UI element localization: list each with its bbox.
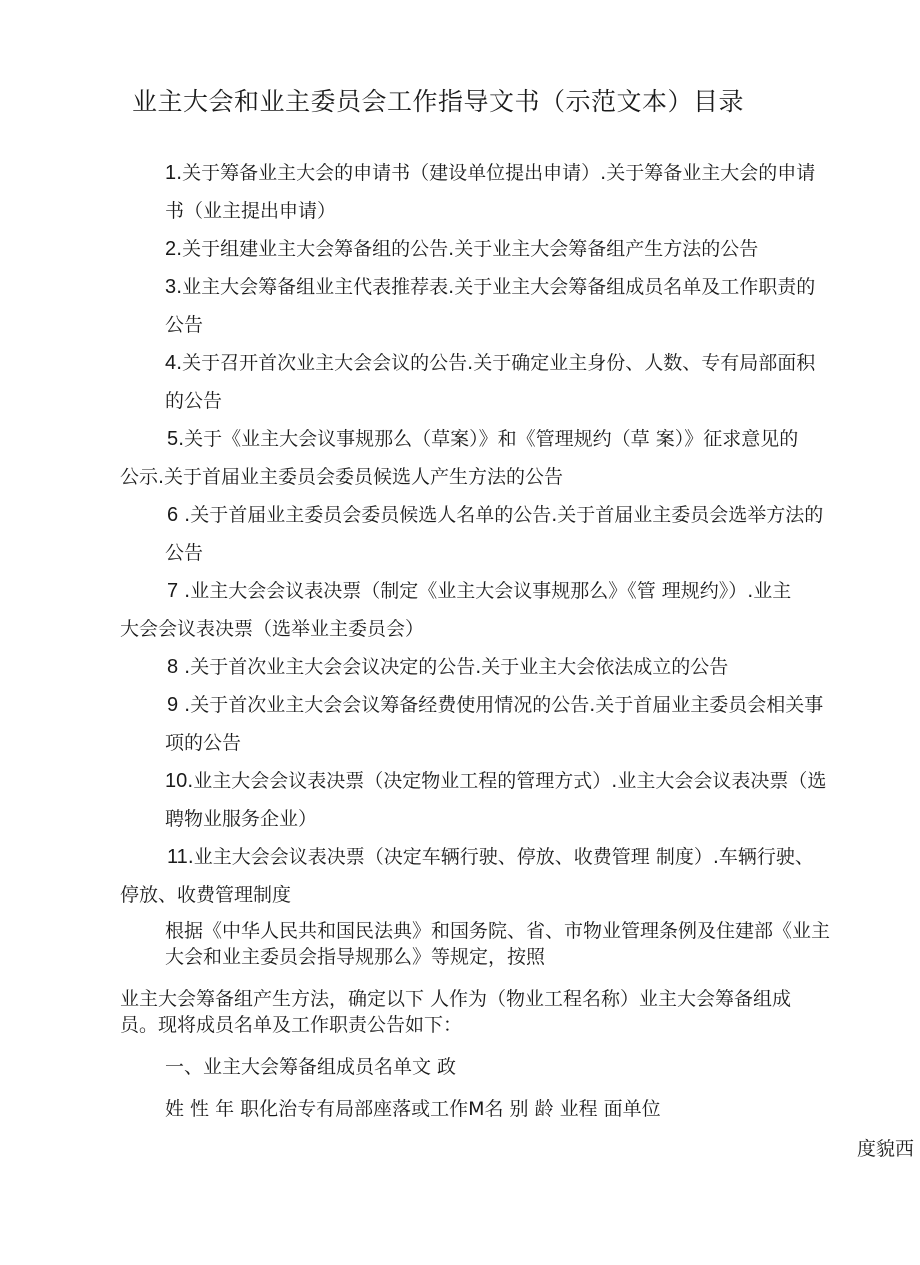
toc-line <box>167 844 814 870</box>
toc-line <box>165 388 222 414</box>
toc-text: .关于筹备业主大会的申请书（建设单位提出申请）.关于筹备业主大会的申请 <box>176 162 816 184</box>
toc-line <box>120 882 291 908</box>
toc-number: 8 <box>167 656 179 678</box>
toc-text: .关于首届业主委员会委员候选人名单的公告.关于首届业主委员会选举方法的 <box>178 504 824 526</box>
toc-number: 2 <box>165 238 177 260</box>
toc-text: .业主大会会议表决票（决定物业工程的管理方式）.业主大会会议表决票（选 <box>187 770 827 792</box>
toc-line <box>165 160 815 186</box>
toc-text: .业主大会筹备组业主代表推荐表.关于业主大会筹备组成员名单及工作职责的 <box>176 276 816 298</box>
toc-number: 6 <box>167 504 179 526</box>
toc-line <box>167 502 823 528</box>
toc-line <box>165 768 826 794</box>
body-text: 大会和业主委员会指导规那么》等规定，按照 <box>165 946 546 968</box>
body-text: 根据《中华人民共和国民法典》和国务院、省、市物业管理条例及住建部《业主 <box>165 920 831 942</box>
toc-number: 9 <box>167 694 179 716</box>
toc-line <box>165 730 241 756</box>
toc-text: .关于召开首次业主大会会议的公告.关于确定业主身份、人数、专有局部面积 <box>176 352 816 374</box>
toc-number: 10 <box>165 770 188 792</box>
toc-text: 公告 <box>165 314 204 336</box>
toc-line <box>165 540 203 566</box>
toc-text: 停放、收费管理制度 <box>120 884 292 906</box>
body-line <box>120 1012 462 1038</box>
table-header-text: 姓 性 年 职化治专有局部座落或工作M名 别 龄 业程 面单位 <box>165 1098 661 1120</box>
toc-text: 项的公告 <box>165 732 242 754</box>
body-line <box>165 944 545 970</box>
toc-text: 书（业主提出申请） <box>165 200 337 222</box>
toc-text: .业主大会会议表决票（决定车辆行驶、停放、收费管理 制度）.车辆行驶、 <box>187 846 814 868</box>
toc-line <box>165 198 336 224</box>
body-line <box>120 986 791 1012</box>
toc-text: 聘物业服务企业） <box>165 808 318 830</box>
toc-line <box>165 806 317 832</box>
toc-line <box>167 426 798 452</box>
toc-line <box>165 274 815 300</box>
body-text: 业主大会筹备组产生方法，确定以下 人作为（物业工程名称）业主大会筹备组成 <box>120 988 792 1010</box>
toc-line <box>165 236 758 262</box>
toc-line <box>165 350 815 376</box>
toc-text: .关于组建业主大会筹备组的公告.关于业主大会筹备组产生方法的公告 <box>176 238 759 260</box>
table-header-row <box>165 1096 661 1122</box>
toc-line <box>120 464 563 490</box>
section-heading <box>165 1054 456 1080</box>
toc-number: 5 <box>167 428 179 450</box>
toc-text: .关于《业主大会议事规那么（草案）》和《管理规约（草 案）》征求意见的 <box>178 428 799 450</box>
toc-text: .业主大会会议表决票（制定《业主大会议事规那么》《管 理规约》）.业主 <box>178 580 792 602</box>
body-line <box>165 918 830 944</box>
toc-line <box>167 654 728 680</box>
toc-line <box>167 692 823 718</box>
toc-text: .关于首次业主大会会议筹备经费使用情况的公告.关于首届业主委员会相关事 <box>178 694 824 716</box>
toc-line <box>165 312 203 338</box>
toc-line <box>167 578 791 604</box>
toc-number: 11 <box>167 846 188 868</box>
toc-text: 公示.关于首届业主委员会委员候选人产生方法的公告 <box>120 466 564 488</box>
toc-line <box>120 616 424 642</box>
table-header-text: 度貌西 <box>857 1138 915 1160</box>
document-title: 业主大会和业主委员会工作指导文书（示范文本）目录 <box>132 87 745 116</box>
toc-text: 的公告 <box>165 390 223 412</box>
body-text: 员。现将成员名单及工作职责公告如下： <box>120 1014 463 1036</box>
toc-number: 3 <box>165 276 177 298</box>
toc-text: .关于首次业主大会会议决定的公告.关于业主大会依法成立的公告 <box>178 656 729 678</box>
table-header-continuation <box>857 1136 914 1162</box>
toc-text: 大会会议表决票（选举业主委员会） <box>120 618 425 640</box>
toc-number: 4 <box>165 352 177 374</box>
toc-text: 公告 <box>165 542 204 564</box>
section-heading-text: 一、业主大会筹备组成员名单文 政 <box>165 1056 457 1078</box>
toc-number: 7 <box>167 580 179 602</box>
toc-number: 1 <box>165 162 177 184</box>
